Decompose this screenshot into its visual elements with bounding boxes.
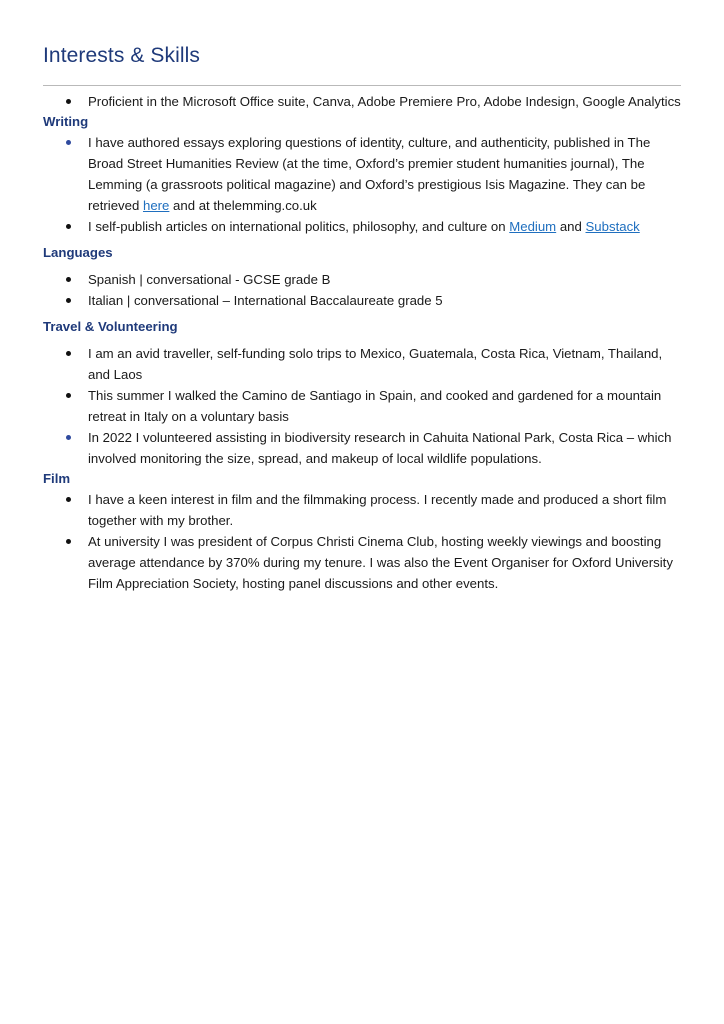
list-item: Italian | conversational – International Baccalaureate grade 5 <box>43 290 681 311</box>
list-item: Proficient in the Microsoft Office suite, Canva, Adobe Premiere Pro, Adobe Indesign, Google Analytics <box>43 91 681 112</box>
page-title: Interests & Skills <box>43 44 201 67</box>
title-divider <box>43 85 681 86</box>
substack-link[interactable]: Substack <box>585 219 640 234</box>
skills-list <box>43 91 681 112</box>
writing-item-text: I have authored essays exploring questions of identity, culture, and authenticity, published in The Broad Street Humanities Review (at the time, Oxford’s premier student humanities journal), The Lemming (a grassroots political magazine) and Oxford’s prestigious Isis Magazine. They can be retrieved <box>88 135 651 213</box>
film-heading: Film <box>43 471 71 486</box>
medium-link[interactable]: Medium <box>509 219 557 234</box>
here-link[interactable]: here <box>142 198 170 213</box>
list-item: I am an avid traveller, self-funding solo trips to Mexico, Guatemala, Costa Rica, Vietnam, Thailand, and Laos <box>43 343 681 385</box>
list-item: This summer I walked the Camino de Santiago in Spain, and cooked and gardened for a mountain retreat in Italy on a voluntary basis <box>43 385 681 427</box>
languages-heading: Languages <box>43 245 113 260</box>
list-item <box>43 132 681 216</box>
list-item <box>43 216 681 237</box>
writing-heading: Writing <box>43 114 89 129</box>
list-item: In 2022 I volunteered assisting in biodiversity research in Cahuita National Park, Costa Rica – which involved monitoring the size, spread, and makeup of local wildlife populations. <box>43 427 681 469</box>
list-item: I have a keen interest in film and the filmmaking process. I recently made and produced a short film together with my brother. <box>43 489 681 531</box>
travel-list <box>43 343 681 469</box>
film-list <box>43 489 681 594</box>
languages-list <box>43 269 681 311</box>
travel-heading: Travel & Volunteering <box>43 319 178 334</box>
content <box>43 91 681 594</box>
list-item: At university I was president of Corpus Christi Cinema Club, hosting weekly viewings and boosting average attendance by 370% during my tenure. I was also the Event Organiser for Oxford University Film Appreciation Society, hosting panel discussions and other events. <box>43 531 681 594</box>
writing-item-tail: and at thelemming.co.uk <box>169 198 317 213</box>
writing-item-text: I self-publish articles on international politics, philosophy, and culture on <box>88 219 510 234</box>
list-item: Spanish | conversational - GCSE grade B <box>43 269 681 290</box>
writing-item-mid: and <box>556 219 586 234</box>
writing-list <box>43 132 681 237</box>
